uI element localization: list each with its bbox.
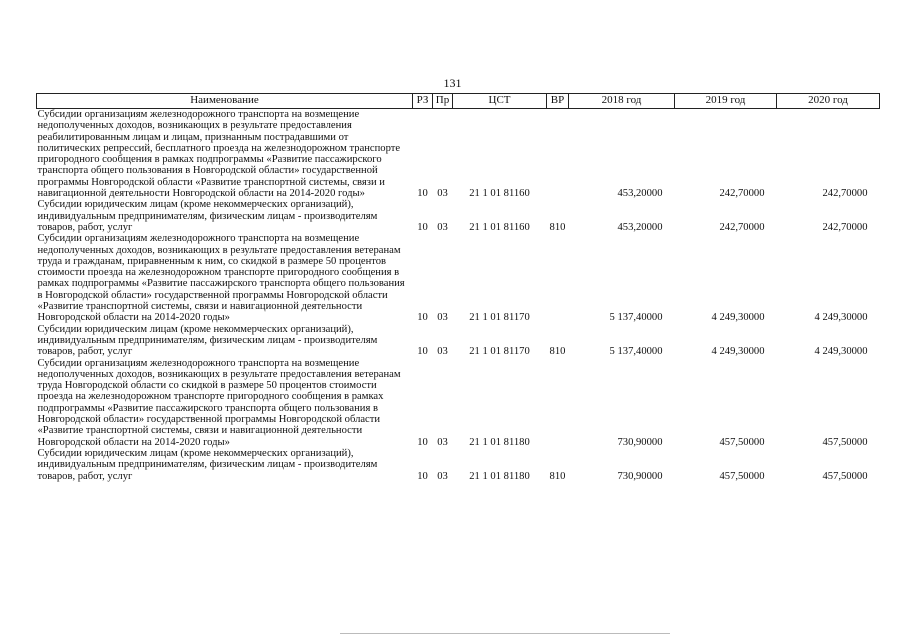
row-2019: 242,70000 xyxy=(719,221,765,233)
row-vr xyxy=(547,358,569,448)
row-name: Субсидии организациям железнодорожного транспорта на возмещение недополученных доходов, возникающих в результате предоставления реабилитированным лицам и лицам, признанным пострадавшими от политических репрессий, бесплатного проезда на железнодорожном транспорте пригородного сообщения в рамках подпрограммы «Развитие пассажирского транспорта общего пользования в Новгородской области» государственной программы Новгородской области «Развитие транспортной системы, связи и навигационной деятельности Новгородской области на 2014-2020 годы» xyxy=(37,109,401,200)
header-name: Наименование xyxy=(37,94,413,109)
row-cst: 21 1 01 81160 xyxy=(469,221,530,233)
row-cst: 21 1 01 81160 xyxy=(469,188,530,200)
row-pr: 03 xyxy=(437,436,448,448)
row-2020: 242,70000 xyxy=(822,188,868,200)
row-2019: 242,70000 xyxy=(719,188,765,200)
row-rz: 10 xyxy=(417,436,428,448)
header-pr: Пр xyxy=(433,94,453,109)
table-row xyxy=(37,233,880,323)
page-number: 131 xyxy=(443,76,462,90)
row-2020: 457,50000 xyxy=(822,470,868,482)
row-rz: 10 xyxy=(417,221,428,233)
row-vr xyxy=(547,109,569,200)
row-rz: 10 xyxy=(417,312,428,324)
row-name: Субсидии юридическим лицам (кроме некоммерческих организаций), индивидуальным предпринимателям, физическим лицам - производителям товаров, работ, услуг xyxy=(37,447,378,482)
table-row xyxy=(37,109,880,200)
row-cst: 21 1 01 81170 xyxy=(469,346,530,358)
row-vr: 810 xyxy=(549,221,566,233)
table-header-row xyxy=(37,94,880,109)
row-2018: 5 137,40000 xyxy=(609,312,663,324)
row-2018: 453,20000 xyxy=(617,221,663,233)
row-2018: 453,20000 xyxy=(617,188,663,200)
row-2019: 4 249,30000 xyxy=(711,312,765,324)
row-rz: 10 xyxy=(417,188,428,200)
header-vr: ВР xyxy=(547,94,569,109)
table-row xyxy=(37,324,880,358)
row-2020: 4 249,30000 xyxy=(814,312,868,324)
header-cst: ЦСТ xyxy=(453,94,547,109)
row-2020: 457,50000 xyxy=(822,436,868,448)
header-2020: 2020 год xyxy=(777,94,880,109)
scan-artifact-line xyxy=(340,633,670,634)
row-vr: 810 xyxy=(549,346,566,358)
header-2018: 2018 год xyxy=(569,94,675,109)
table-row xyxy=(37,199,880,233)
row-pr: 03 xyxy=(437,346,448,358)
row-2019: 457,50000 xyxy=(719,436,765,448)
row-name: Субсидии юридическим лицам (кроме некоммерческих организаций), индивидуальным предпринимателям, физическим лицам - производителям товаров, работ, услуг xyxy=(37,323,378,358)
row-2018: 730,90000 xyxy=(617,470,663,482)
row-2020: 242,70000 xyxy=(822,221,868,233)
row-cst: 21 1 01 81180 xyxy=(469,470,530,482)
row-name: Субсидии юридическим лицам (кроме некоммерческих организаций), индивидуальным предпринимателям, физическим лицам - производителям товаров, работ, услуг xyxy=(37,199,378,233)
header-rz: РЗ xyxy=(413,94,433,109)
row-vr: 810 xyxy=(549,470,566,482)
row-pr: 03 xyxy=(437,312,448,324)
table-row xyxy=(37,358,880,448)
row-pr: 03 xyxy=(437,188,448,200)
row-pr: 03 xyxy=(437,221,448,233)
header-2019: 2019 год xyxy=(675,94,777,109)
row-name: Субсидии организациям железнодорожного транспорта на возмещение недополученных доходов, возникающих в результате предоставления ветеранам труда и гражданам, приравненным к ним, со скидкой в размере 50 процентов стоимости проезда на железнодорожном транспорте пригородного сообщения в рамках подпрограммы «Развитие пассажирского транспорта общего пользования в Новгородской области» государственной программы Новгородской области «Развитие транспортной системы, связи и навигационной деятельности Новгородской области на 2014-2020 годы» xyxy=(37,233,405,324)
row-2020: 4 249,30000 xyxy=(814,346,868,358)
table-row xyxy=(37,448,880,482)
row-cst: 21 1 01 81180 xyxy=(469,436,530,448)
row-name: Субсидии организациям железнодорожного транспорта на возмещение недополученных доходов, возникающих в результате предоставления ветеранам труда Новгородской области со скидкой в размере 50 процентов стоимости проезда на железнодорожном транспорте пригородного сообщения в рамках подпрограммы «Развитие пассажирского транспорта общего пользования в Новгородской области» государственной программы Новгородской области «Развитие транспортной системы, связи и навигационной деятельности Новгородской области на 2014-2020 годы» xyxy=(37,357,401,448)
row-rz: 10 xyxy=(417,346,428,358)
row-2019: 4 249,30000 xyxy=(711,346,765,358)
row-2018: 730,90000 xyxy=(617,436,663,448)
row-2018: 5 137,40000 xyxy=(609,346,663,358)
budget-table xyxy=(36,93,880,482)
row-cst: 21 1 01 81170 xyxy=(469,312,530,324)
row-pr: 03 xyxy=(437,470,448,482)
row-rz: 10 xyxy=(417,470,428,482)
row-vr xyxy=(547,233,569,323)
row-2019: 457,50000 xyxy=(719,470,765,482)
